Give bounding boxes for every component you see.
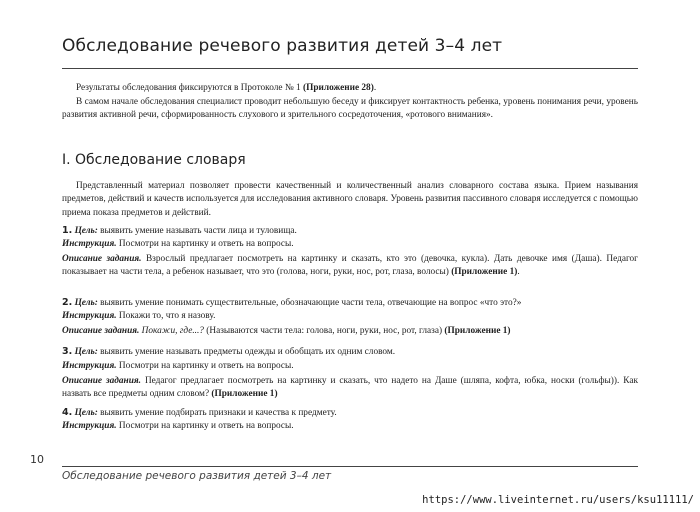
goal-label: Цель: — [74, 408, 98, 418]
description-text: Педагог предлагает посмотреть на картинку и сказать, что надето на Даше (шляпа, кофта, юбка, носки (гольфы)). Как назвать все предметы одним словом? — [62, 376, 638, 400]
item-3-description — [62, 375, 638, 402]
goal-text: выявить умение понимать существительные, обозначающие части тела, отвечающие на вопрос «что это?» — [97, 298, 522, 308]
task-description-label: Описание задания. — [62, 326, 140, 336]
footer-rule — [62, 466, 638, 467]
appendix-reference: (Приложение 28) — [303, 83, 374, 93]
appendix-reference: (Приложение 1) — [451, 267, 518, 278]
instruction-text: Покажи то, что я назову. — [116, 311, 216, 321]
instruction-text: Посмотри на картинку и ответь на вопросы. — [116, 239, 294, 249]
intro-paragraph-2: В самом начале обследования специалист проводит небольшую беседу и фиксирует контактность ребенка, уровень понимания речи, уровень развития активной речи, сформированность слухового и зрительного сосредоточения, «ротового внимания». — [62, 97, 638, 121]
instruction-label: Инструкция. — [62, 311, 117, 321]
page-title: Обследование речевого развития детей 3–4 лет — [62, 36, 503, 56]
goal-label: Цель: — [74, 347, 98, 357]
instruction-label: Инструкция. — [62, 421, 117, 431]
item-2-description — [62, 325, 638, 338]
item-number: 2. — [62, 297, 73, 308]
header-rule — [62, 68, 638, 69]
item-4-goal — [62, 406, 638, 420]
goal-label: Цель: — [74, 226, 98, 236]
intro-paragraph-1 — [62, 82, 638, 95]
task-description-label: Описание задания. — [62, 376, 141, 386]
goal-text: выявить умение подбирать признаки и качества к предмету. — [97, 408, 337, 418]
instruction-label: Инструкция. — [62, 239, 117, 249]
intro-text: Результаты обследования фиксируются в Протоколе № 1 — [76, 83, 304, 93]
section-heading: I. Обследование словаря — [62, 152, 246, 168]
item-3-instruction — [62, 360, 638, 373]
item-2-instruction — [62, 310, 638, 323]
appendix-reference: (Приложение 1) — [444, 326, 511, 336]
item-1-description — [62, 253, 638, 280]
appendix-reference: (Приложение 1) — [211, 389, 278, 400]
goal-label: Цель: — [74, 298, 98, 308]
item-1-goal — [62, 224, 638, 238]
item-3-goal — [62, 345, 638, 359]
section-intro-paragraph: Представленный материал позволяет провести качественный и количественный анализ словарного состава языка. Прием называния предметов, действий и качеств используется для исследования активного словаря. Уровень развития пассивного словаря исследуется с помощью приема показа предметов и действий. — [62, 181, 638, 218]
intro-period: . — [373, 83, 377, 93]
item-number: 4. — [62, 407, 73, 418]
goal-text: выявить умение называть предметы одежды и обобщать их одним словом. — [97, 347, 396, 357]
item-4-instruction — [62, 420, 638, 433]
instruction-label: Инструкция. — [62, 361, 117, 371]
goal-text: выявить умение называть части лица и туловища. — [97, 226, 297, 236]
instruction-text: Посмотри на картинку и ответь на вопросы. — [116, 421, 294, 431]
item-2-goal — [62, 296, 638, 310]
running-footer: Обследование речевого развития детей 3–4 лет — [62, 470, 332, 482]
task-description-label: Описание задания. — [62, 254, 142, 264]
description-text: (Называются части тела: голова, ноги, руки, нос, рот, глаза) — [203, 326, 445, 336]
description-text: Взрослый предлагает посмотреть на картинку и сказать, кто это (девочка, кукла). Дать девочке имя (Даша). Педагог показывает на части тела, а ребенок называет, что это (голова, ноги, руки, нос, рот, глаза, волосы) — [62, 254, 638, 278]
item-number: 3. — [62, 346, 73, 357]
description-period: . — [517, 267, 520, 278]
description-italic-text: Покажи, где...? — [139, 326, 204, 336]
item-1-instruction — [62, 238, 638, 251]
watermark-url: https://www.liveinternet.ru/users/ksu11111/ — [422, 494, 694, 506]
item-number: 1. — [62, 225, 73, 236]
page-number: 10 — [30, 453, 44, 466]
instruction-text: Посмотри на картинку и ответь на вопросы. — [116, 361, 294, 371]
